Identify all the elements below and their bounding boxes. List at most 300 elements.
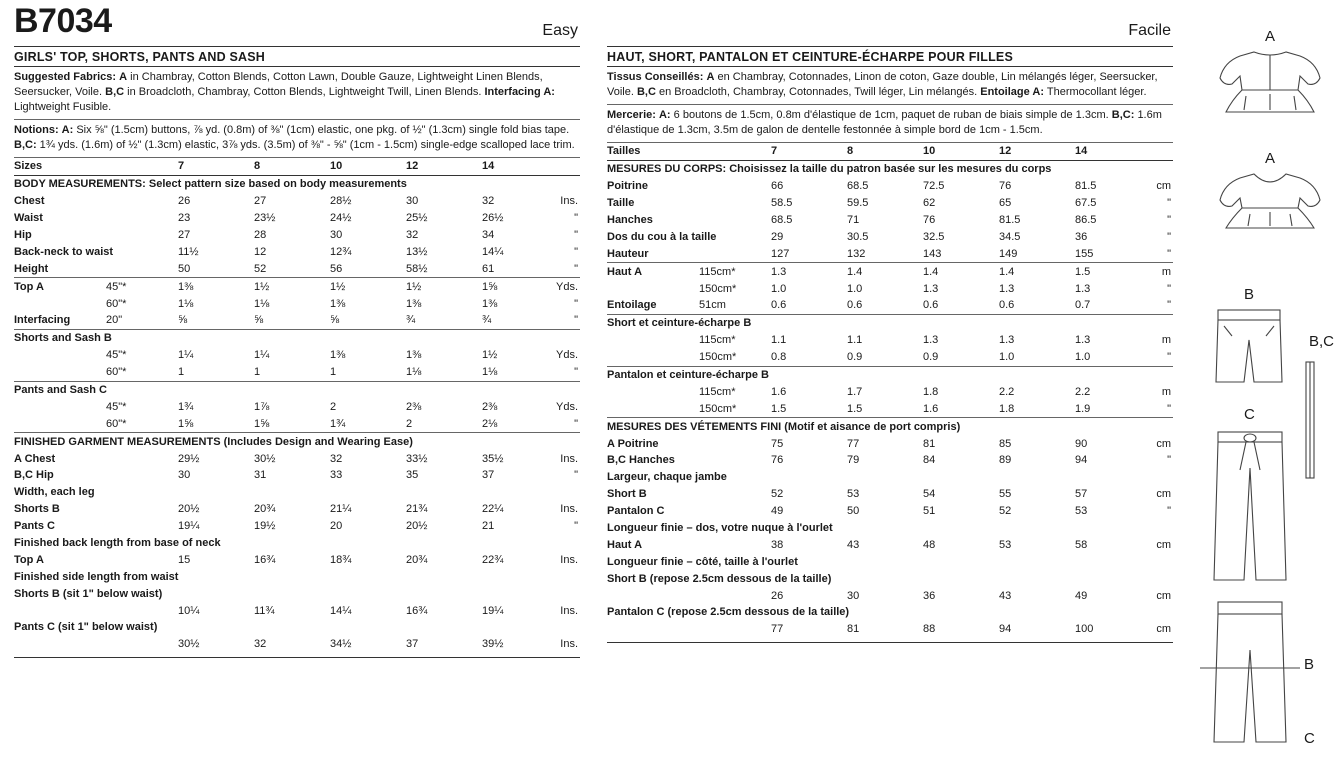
- section-heading: [14, 484, 580, 501]
- cell-value: 57: [1075, 488, 1088, 501]
- cell-value: 14¼: [482, 245, 504, 258]
- interfacing-label: Entoilage A:: [980, 86, 1044, 98]
- cell-value: 66: [771, 180, 784, 193]
- header: [14, 0, 580, 46]
- cell-value: 1.8: [923, 385, 939, 398]
- section-heading-text: Finished back length from base of neck: [14, 537, 221, 550]
- cell-value: 61: [482, 262, 495, 275]
- cell-value: 11¾: [254, 604, 275, 617]
- section-heading-text: Longueur finie – côté, taille à l'ourlet: [607, 555, 798, 568]
- notions: [14, 120, 580, 158]
- cell-value: 43: [999, 589, 1012, 602]
- cell-value: 76: [999, 180, 1012, 193]
- cell-value: 49: [1075, 589, 1088, 602]
- cell-value: 43: [847, 538, 860, 551]
- cell-value: 1.4: [923, 263, 999, 280]
- cell-value: 12: [254, 245, 267, 258]
- row-unit: Yds.: [555, 400, 578, 413]
- figure-label-bc: B,C: [1309, 333, 1335, 350]
- cell-value: 67.5: [1075, 197, 1097, 210]
- cell-value: 1⅜: [330, 349, 346, 362]
- cell-value: 32: [330, 452, 343, 465]
- row-label: Haut A: [607, 263, 699, 280]
- row-sublabel: 45"*: [106, 278, 178, 295]
- section-heading: [14, 585, 580, 602]
- table-row: [607, 503, 1173, 520]
- pants-back-sketch-icon: [1196, 596, 1304, 746]
- cell-value: 53: [1075, 505, 1088, 518]
- sizes-end-2: [536, 158, 580, 175]
- cell-value: 38: [771, 538, 784, 551]
- cell-value: 34: [482, 229, 495, 241]
- cell-value: 33½: [406, 452, 428, 465]
- row-sublabel: [699, 536, 771, 553]
- top-back-sketch-icon: [1216, 46, 1324, 118]
- cell-value: 1⅝: [482, 278, 534, 295]
- section-heading: [607, 520, 1173, 537]
- cell-value: 33: [330, 469, 343, 482]
- row-label: [607, 587, 699, 604]
- table-row: [14, 551, 580, 568]
- cell-value: 21¼: [330, 503, 352, 516]
- cell-value: 1⅜: [406, 297, 422, 310]
- row-sublabel: [106, 210, 178, 227]
- cell-value: 77: [771, 623, 784, 636]
- finished-measurements-title: [607, 418, 1173, 435]
- row-unit: ": [574, 297, 578, 310]
- measurement-table: [607, 143, 1173, 638]
- notions-label: Notions:: [14, 124, 59, 136]
- table-row: [14, 227, 580, 244]
- table-row: [14, 260, 580, 277]
- row-sublabel: [106, 450, 178, 467]
- sizes-spacer: [699, 143, 771, 160]
- section-heading: [14, 568, 580, 585]
- row-sublabel: 60"*: [106, 366, 127, 379]
- cell-value: 0.7: [1075, 299, 1091, 312]
- cell-value: 90: [1075, 437, 1088, 450]
- cell-value: 23½: [254, 212, 276, 225]
- cell-value: 53: [847, 488, 860, 501]
- body-measurements-title-text: BODY MEASUREMENTS: Select pattern size based on body measurements: [14, 178, 407, 191]
- cell-value: 50: [847, 505, 860, 518]
- cell-value: 1.6: [771, 385, 787, 398]
- cell-value: 1⅜: [330, 297, 346, 310]
- row-sublabel: [699, 212, 771, 229]
- table-row: [607, 587, 1173, 604]
- cell-value: 81.5: [1075, 180, 1097, 193]
- row-unit: Ins.: [560, 503, 578, 516]
- section-heading: [607, 604, 1173, 621]
- finished-measurements-title: [14, 433, 580, 450]
- cell-value: 0.9: [923, 351, 939, 364]
- table-row: [14, 243, 580, 260]
- cell-value: 36: [1075, 230, 1088, 243]
- row-unit: ": [1167, 247, 1171, 260]
- row-unit: ": [574, 245, 578, 258]
- row-sublabel: 51cm: [699, 299, 726, 312]
- row-sublabel: 115cm*: [699, 334, 736, 347]
- section-heading-text: Pantalon et ceinture-écharpe B: [607, 366, 1173, 383]
- cell-value: 1.0: [1075, 351, 1091, 364]
- notions-a-text: Six ⅝" (1.5cm) buttons, ⅞ yd. (0.8m) of ⅜" (1cm) elastic, one pkg. of ½" (1.3cm) single fold bias tape.: [76, 124, 570, 136]
- row-sublabel: 45"*: [106, 349, 127, 362]
- sash-sketch-icon: [1300, 360, 1320, 480]
- cell-value: ⅝: [254, 314, 264, 327]
- cell-value: 1⅜: [406, 349, 422, 362]
- cell-value: 19¼: [482, 604, 504, 617]
- row-unit: Ins.: [560, 638, 578, 651]
- row-unit: ": [1167, 197, 1171, 210]
- row-label: Taille: [607, 197, 635, 210]
- cell-value: 1.4: [999, 263, 1075, 280]
- header: [607, 0, 1173, 46]
- fabrics-label: Tissus Conseillés:: [607, 71, 704, 83]
- cell-value: 55: [999, 488, 1012, 501]
- row-label: Pantalon C: [607, 505, 665, 518]
- cell-value: 84: [923, 454, 936, 467]
- cell-value: 24½: [330, 212, 352, 225]
- row-unit: m: [1161, 334, 1171, 347]
- cell-value: 19½: [254, 520, 276, 533]
- size-10: 10: [330, 158, 406, 175]
- cell-value: 51: [923, 505, 936, 518]
- fabrics-a-label: A: [119, 71, 128, 83]
- table-row: [14, 501, 580, 518]
- cell-value: 143: [923, 247, 942, 260]
- size-7: 7: [771, 143, 847, 160]
- cell-value: 94: [999, 623, 1012, 636]
- cell-value: 1.0: [771, 282, 787, 295]
- row-sublabel: 60"*: [106, 297, 127, 310]
- row-label: Top A: [14, 553, 44, 566]
- cell-value: 27: [254, 195, 267, 208]
- cell-value: 1⅛: [178, 297, 194, 310]
- pants-sketch-icon: [1212, 428, 1288, 584]
- cell-value: 32.5: [923, 230, 945, 243]
- cell-value: 32: [482, 195, 495, 208]
- cell-value: 62: [923, 197, 936, 210]
- cell-value: 32: [406, 229, 419, 241]
- row-unit: cm: [1156, 538, 1171, 551]
- pattern-title: GIRLS' TOP, SHORTS, PANTS AND SASH: [14, 46, 580, 67]
- cell-value: 1.3: [771, 263, 847, 280]
- cell-value: 15: [178, 553, 191, 566]
- cell-value: 1⅜: [482, 297, 498, 310]
- row-sublabel: [699, 486, 771, 503]
- cell-value: 2.2: [1075, 385, 1091, 398]
- row-label: Interfacing: [14, 314, 71, 327]
- body-measurements-title-text: MESURES DU CORPS: Choisissez la taille du patron basée sur les mesures du corps: [607, 163, 1052, 176]
- size-7: 7: [178, 158, 254, 175]
- row-label: Poitrine: [607, 180, 648, 193]
- cell-value: 50: [178, 262, 191, 275]
- cell-value: 72.5: [923, 180, 945, 193]
- cell-value: 23: [178, 212, 191, 225]
- section-heading: [607, 314, 1173, 331]
- section-heading: [14, 329, 580, 346]
- cell-value: 132: [847, 247, 866, 260]
- fabrics-label: Suggested Fabrics:: [14, 71, 117, 83]
- table-row: [607, 178, 1173, 195]
- notions-a-label: A:: [61, 124, 74, 136]
- row-label: [607, 332, 699, 349]
- table-row: [14, 278, 580, 295]
- row-sublabel: [699, 435, 771, 452]
- section-heading: [14, 619, 580, 636]
- notions-bc-text: 1¾ yds. (1.6m) of ½" (1.3cm) elastic, 3⅞ yds. (3.5m) of ⅜" - ⅝" (1cm - 1.5cm) single-edge scalloped lace trim.: [39, 139, 575, 151]
- cell-value: 1½: [254, 278, 330, 295]
- difficulty-level: Easy: [542, 22, 578, 39]
- row-unit: ": [1167, 282, 1171, 295]
- row-label: Waist: [14, 212, 43, 225]
- cell-value: 1.4: [847, 263, 923, 280]
- row-unit: ": [1167, 454, 1171, 467]
- notions-bc-text: 1.6m d'élastique de 1.3cm, 3.5m de galon de dentelle festonnée à simple bord de 1cm - 1.5cm.: [607, 109, 1162, 136]
- cell-value: 1¾: [330, 417, 346, 430]
- table-row: [607, 400, 1173, 417]
- cell-value: ⅝: [330, 314, 340, 327]
- row-unit: ": [574, 262, 578, 275]
- cell-value: 16¾: [254, 553, 276, 566]
- cell-value: 68.5: [771, 214, 793, 226]
- table-row: [607, 332, 1173, 349]
- cell-value: 0.6: [923, 299, 939, 312]
- section-heading-text: Pants and Sash C: [14, 381, 580, 398]
- cell-value: 76: [923, 214, 936, 226]
- row-unit: cm: [1156, 180, 1171, 193]
- row-unit: ": [574, 366, 578, 379]
- cell-value: 14¼: [330, 604, 352, 617]
- notions-bc-label: B,C:: [1111, 109, 1135, 121]
- cell-value: 20¾: [254, 503, 276, 516]
- cell-value: 30½: [254, 452, 276, 465]
- row-label: [14, 347, 106, 364]
- row-label: Short B: [607, 488, 647, 501]
- cell-value: 16¾: [406, 604, 428, 617]
- table-row: [607, 536, 1173, 553]
- row-sublabel: [699, 178, 771, 195]
- cell-value: 75: [771, 437, 784, 450]
- row-label: [607, 280, 699, 297]
- figure-label-b: B: [1244, 286, 1255, 303]
- cell-value: 1⅞: [254, 400, 270, 413]
- row-label: [607, 349, 699, 366]
- row-label: Top A: [14, 278, 106, 295]
- cell-value: 48: [923, 538, 936, 551]
- cell-value: 65: [999, 197, 1012, 210]
- row-sublabel: [699, 245, 771, 262]
- row-label: [607, 383, 699, 400]
- cell-value: 30.5: [847, 230, 869, 243]
- cell-value: 0.6: [771, 299, 787, 312]
- section-heading: [607, 570, 1173, 587]
- cell-value: 1.9: [1075, 402, 1091, 415]
- row-sublabel: [699, 503, 771, 520]
- section-heading-text: Width, each leg: [14, 486, 95, 499]
- row-sublabel: [106, 193, 178, 210]
- cell-value: 1: [254, 366, 261, 379]
- cell-value: 1⅝: [178, 417, 194, 430]
- table-row: [607, 383, 1173, 400]
- row-unit: ": [1167, 214, 1171, 226]
- table-row: [14, 210, 580, 227]
- cell-value: 0.6: [999, 299, 1015, 312]
- row-label: Hip: [14, 229, 32, 241]
- row-label: Hanches: [607, 214, 653, 226]
- cell-value: 20½: [406, 520, 428, 533]
- row-unit: Ins.: [560, 604, 578, 617]
- cell-value: 58½: [406, 262, 428, 275]
- table-row: [607, 228, 1173, 245]
- fabrics-bc-label: B,C: [105, 86, 125, 98]
- row-unit: ": [574, 520, 578, 533]
- difficulty-level: Facile: [1128, 22, 1171, 39]
- notions-a-text: 6 boutons de 1.5cm, 0.8m d'élastique de 1cm, paquet de ruban de biais simple de 1.3cm.: [673, 109, 1109, 121]
- cell-value: 1¼: [254, 349, 270, 362]
- table-row: [14, 636, 580, 653]
- cell-value: 22¼: [482, 503, 504, 516]
- row-sublabel: [106, 227, 178, 244]
- cell-value: 76: [771, 454, 784, 467]
- cell-value: 29½: [178, 452, 200, 465]
- body-measurements-title: [14, 175, 580, 192]
- row-sublabel: 115cm*: [699, 385, 736, 398]
- row-sublabel: [699, 195, 771, 212]
- row-label: Shorts B: [14, 503, 60, 516]
- row-sublabel: 20": [106, 314, 123, 327]
- cell-value: 25½: [406, 212, 428, 225]
- cell-value: 30: [178, 469, 191, 482]
- section-heading-text: Pants C (sit 1" below waist): [14, 621, 158, 634]
- row-label: Dos du cou à la taille: [607, 230, 717, 243]
- cell-value: 1: [330, 366, 337, 379]
- row-label: B,C Hip: [14, 469, 54, 482]
- bottom-rule: [14, 657, 580, 658]
- cell-value: 26: [178, 195, 191, 208]
- table-row: [607, 245, 1173, 262]
- figure-label-c-line: C: [1304, 730, 1315, 747]
- cell-value: 30: [330, 229, 343, 241]
- row-sublabel: 60"*: [106, 417, 127, 430]
- cell-value: 149: [999, 247, 1018, 260]
- interfacing-text: Thermocollant léger.: [1046, 86, 1147, 98]
- row-sublabel: [106, 518, 178, 535]
- notions-bc-label: B,C:: [14, 139, 37, 151]
- finished-measurements-title-text: MESURES DES VÉTEMENTS FINI (Motif et aisance de port compris): [607, 418, 1173, 435]
- section-heading-text: Longueur finie – dos, votre nuque à l'ourlet: [607, 522, 833, 535]
- table-row: [14, 415, 580, 432]
- cell-value: 1¾: [178, 400, 194, 413]
- cell-value: 28½: [330, 195, 352, 208]
- cell-value: 13½: [406, 245, 428, 258]
- table-row: [607, 195, 1173, 212]
- measurement-table: [14, 158, 580, 653]
- row-label: [14, 602, 106, 619]
- size-8: 8: [254, 158, 330, 175]
- cell-value: 127: [771, 247, 790, 260]
- suggested-fabrics: [14, 67, 580, 120]
- table-row: [14, 467, 580, 484]
- row-unit: ": [1167, 505, 1171, 518]
- sizes-label: Tailles: [607, 143, 699, 160]
- cell-value: 29: [771, 230, 784, 243]
- section-heading: [607, 366, 1173, 383]
- cell-value: 85: [999, 437, 1012, 450]
- cell-value: 56: [330, 262, 343, 275]
- row-unit: ": [1167, 402, 1171, 415]
- section-heading-text: Largeur, chaque jambe: [607, 471, 727, 484]
- cell-value: 18¾: [330, 553, 352, 566]
- row-label: A Chest: [14, 452, 56, 465]
- cell-value: 37: [406, 638, 419, 651]
- cell-value: 71: [847, 214, 860, 226]
- cell-value: 39½: [482, 638, 504, 651]
- cell-value: 1.0: [999, 351, 1015, 364]
- cell-value: 1.3: [923, 334, 939, 347]
- row-label: [14, 636, 106, 653]
- table-row: [14, 193, 580, 210]
- section-heading-text: Short et ceinture-écharpe B: [607, 314, 1173, 331]
- row-sublabel: [699, 452, 771, 469]
- cell-value: 59.5: [847, 197, 869, 210]
- cell-value: 26½: [482, 212, 504, 225]
- sizes-label: Sizes: [14, 158, 106, 175]
- row-sublabel: [106, 636, 178, 653]
- row-label: Height: [14, 262, 49, 275]
- row-label: Chest: [14, 195, 45, 208]
- cell-value: 49: [771, 505, 784, 518]
- cell-value: 34.5: [999, 230, 1021, 243]
- cell-value: 1: [178, 366, 185, 379]
- size-8: 8: [847, 143, 923, 160]
- sizes-header-row: [607, 143, 1173, 160]
- cell-value: 0.6: [847, 299, 863, 312]
- cell-value: 30: [847, 589, 860, 602]
- english-column: [14, 0, 580, 658]
- row-unit: Yds.: [536, 278, 580, 295]
- row-sublabel: [699, 587, 771, 604]
- cell-value: 35½: [482, 452, 504, 465]
- row-unit: Ins.: [560, 195, 578, 208]
- fabrics-a-text: in Chambray, Cotton Blends, Cotton Lawn, Double Gauze, Lightweight Linen Blends, Seersucker, Voile.: [14, 71, 543, 98]
- cell-value: 1.0: [847, 282, 863, 295]
- cell-value: 30½: [178, 638, 200, 651]
- cell-value: 37: [482, 469, 495, 482]
- cell-value: 52: [771, 488, 784, 501]
- figure-label-c: C: [1244, 406, 1255, 423]
- size-14: 14: [1075, 143, 1127, 160]
- cell-value: 21: [482, 520, 495, 533]
- row-unit: m: [1129, 263, 1173, 280]
- row-unit: ": [1167, 230, 1171, 243]
- row-unit: ": [574, 212, 578, 225]
- table-row: [607, 280, 1173, 297]
- figure-label-a-front: A: [1265, 150, 1276, 167]
- section-heading: [607, 469, 1173, 486]
- cell-value: 100: [1075, 623, 1094, 636]
- cell-value: ¾: [482, 314, 492, 327]
- row-label: Back-neck to waist: [14, 245, 114, 258]
- row-label: B,C Hanches: [607, 454, 675, 467]
- table-row: [607, 435, 1173, 452]
- cell-value: 20: [330, 520, 343, 533]
- cell-value: 1.7: [847, 385, 863, 398]
- fabrics-bc-text: in Broadcloth, Chambray, Cotton Blends, Lightweight Twill, Linen Blends.: [127, 86, 482, 98]
- fabrics-bc-label: B,C: [636, 86, 656, 98]
- cell-value: 0.9: [847, 351, 863, 364]
- table-row: [607, 349, 1173, 366]
